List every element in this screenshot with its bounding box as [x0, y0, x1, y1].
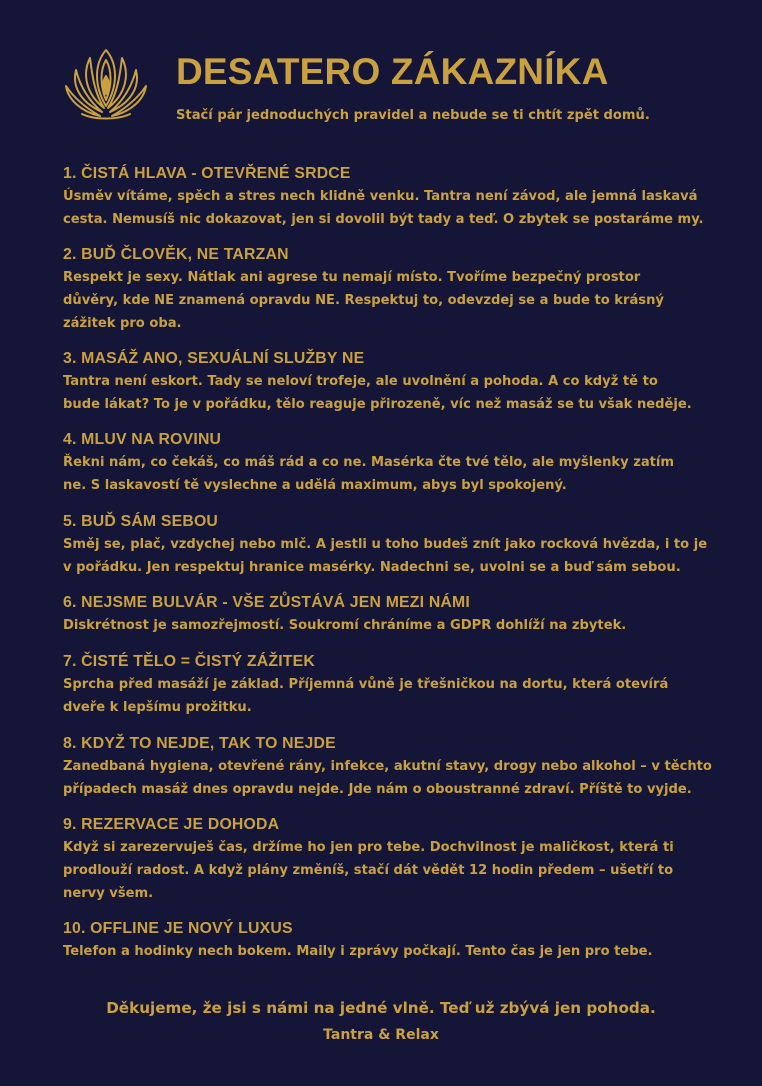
rule-title: 1. ČISTÁ HLAVA - OTEVŘENÉ SRDCE: [63, 165, 351, 182]
rule-title: 6. NEJSME BULVÁR - VŠE ZŮSTÁVÁ JEN MEZI NÁMI: [63, 594, 470, 611]
rule-text: Úsměv vítáme, spěch a stres nech klidně venku. Tantra není závod, ale jemná laskavá cesta. Nemusíš nic dokazovat, jen si dovolil být tady a teď. O zbytek se postaráme my.: [63, 189, 704, 227]
rule-text: Diskrétnost je samozřejmostí. Soukromí chráníme a GDPR dohlíží na zbytek.: [63, 618, 627, 633]
rule-item: [63, 733, 713, 801]
rule-title: 9. REZERVACE JE DOHODA: [63, 816, 280, 833]
page-subtitle: Stačí pár jednoduchých pravidel a nebude se ti chtít zpět domů.: [176, 108, 650, 123]
rules-list: [63, 163, 713, 963]
rule-item: [63, 163, 713, 231]
rule-item: [63, 511, 713, 579]
brand-signature: Tantra & Relax: [323, 1027, 439, 1043]
rule-title: 7. ČISTÉ TĚLO = ČISTÝ ZÁŽITEK: [63, 653, 315, 670]
rule-text: Respekt je sexy. Nátlak ani agrese tu nemají místo. Tvoříme bezpečný prostor důvěry, kde NE znamená opravdu NE. Respektuj to, odevzdej se a bude to krásný zážitek pro oba.: [63, 270, 664, 331]
rule-text: Sprcha před masáží je základ. Příjemná vůně je třešničkou na dortu, která otevírá dveře k lepšímu prožitku.: [63, 677, 669, 715]
rule-title: 4. MLUV NA ROVINU: [63, 431, 222, 448]
rule-item: [63, 592, 713, 637]
rule-title: 10. OFFLINE JE NOVÝ LUXUS: [63, 920, 293, 937]
rule-title: 2. BUĎ ČLOVĚK, NE TARZAN: [63, 246, 289, 263]
rule-title: 3. MASÁŽ ANO, SEXUÁLNÍ SLUŽBY NE: [63, 350, 365, 367]
rule-item: [63, 918, 713, 963]
rule-item: [63, 651, 713, 719]
rule-text: Zanedbaná hygiena, otevřené rány, infekce, akutní stavy, drogy nebo alkohol – v těchto případech masáž dnes opravdu nejde. Jde nám o oboustranné zdraví. Příště to vyjde.: [63, 759, 712, 797]
rule-text: Tantra není eskort. Tady se neloví trofeje, ale uvolnění a pohoda. A co když tě to bude lákat? To je v pořádku, tělo reaguje přirozeně, víc než masáž se tu však neděje.: [63, 374, 692, 412]
rule-text: Směj se, plač, vzdychej nebo mlč. A jestli u toho budeš znít jako rocková hvězda, i to je v pořádku. Jen respektuj hranice masérky. Nadechni se, uvolni se a buď sám sebou.: [63, 537, 708, 575]
rule-title: 5. BUĎ SÁM SEBOU: [63, 513, 219, 530]
lotus-logo-icon: [60, 46, 152, 122]
rule-item: [63, 348, 713, 416]
page-title: DESATERO ZÁKAZNÍKA: [176, 51, 609, 92]
rule-title: 8. KDYŽ TO NEJDE, TAK TO NEJDE: [63, 735, 336, 752]
rule-text: Když si zarezervuješ čas, držíme ho jen pro tebe. Dochvilnost je maličkost, která ti prodlouží radost. A když plány změníš, stačí dát vědět 12 hodin předem – ušetří to nervy všem.: [63, 840, 674, 901]
rule-item: [63, 429, 713, 497]
rule-item: [63, 814, 713, 905]
rule-item: [63, 244, 713, 335]
closing-message: Děkujeme, že jsi s námi na jedné vlně. Teď už zbývá jen pohoda.: [106, 999, 656, 1017]
rule-text: Řekni nám, co čekáš, co máš rád a co ne. Masérka čte tvé tělo, ale myšlenky zatím ne. S laskavostí tě vyslechne a udělá maximum, abys byl spokojený.: [63, 455, 675, 493]
rule-text: Telefon a hodinky nech bokem. Maily i zprávy počkají. Tento čas je jen pro tebe.: [63, 944, 653, 959]
